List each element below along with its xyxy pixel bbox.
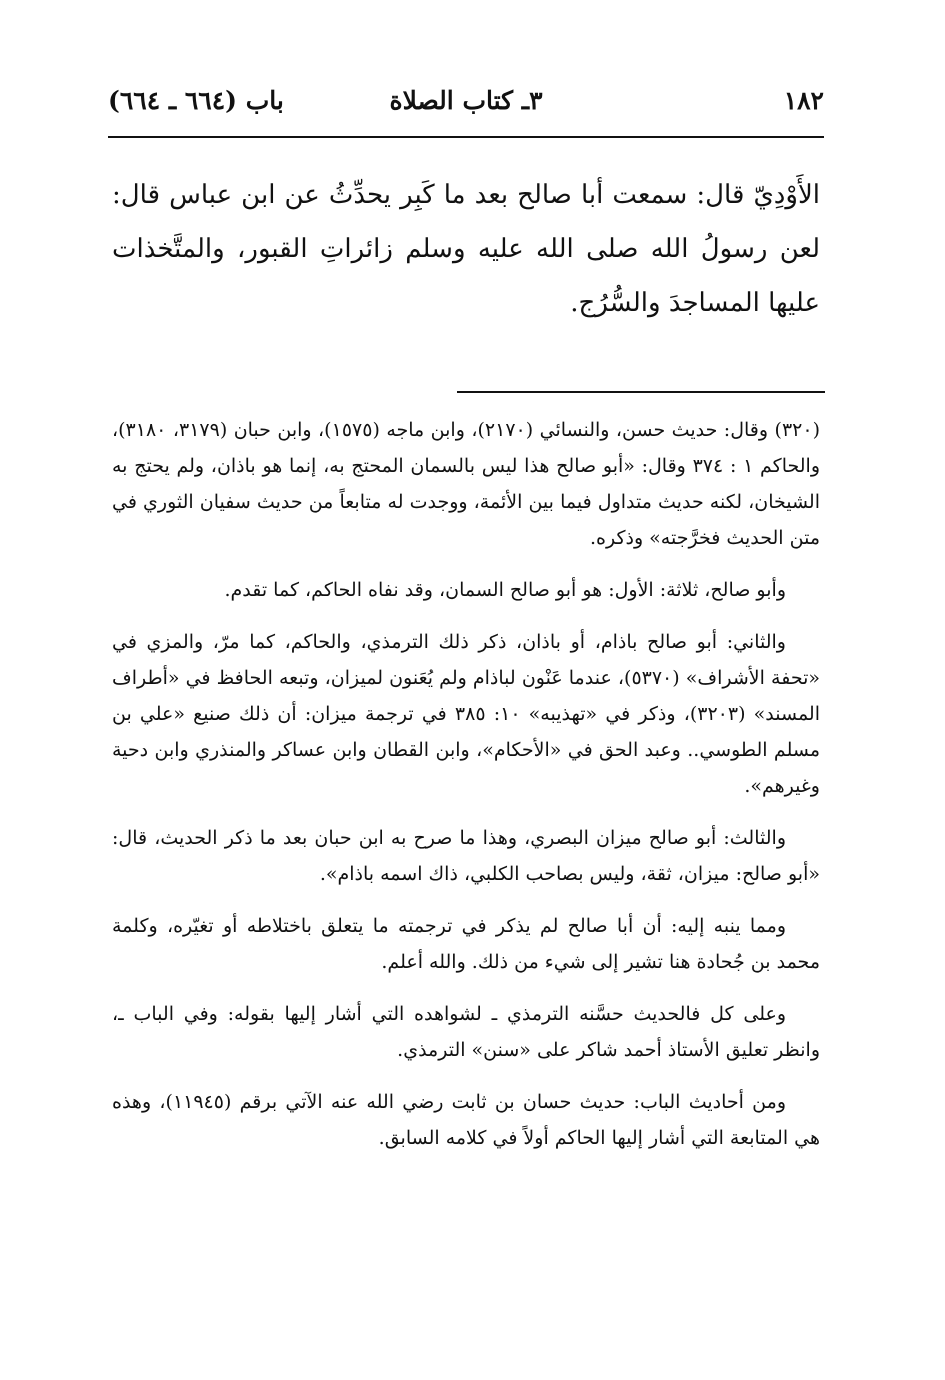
footnote-paragraph: (٣٢٠) وقال: حديث حسن، والنسائي (٢١٧٠)، وابن ماجه (١٥٧٥)، وابن حبان (٣١٧٩، ٣١٨٠)، والحاكم ١ : ٣٧٤ وقال: «أبو صالح هذا ليس بالسمان المحتج به، إنما هو باذان، ولم يحتج به الشيخان، لكنه حديث متداول فيما بين الأئمة، ووجدت له متابعاً من حديث سفيان الثوري في متن الحديث فخرَّجته» وذكره. xyxy=(112,419,821,549)
hadith-text: الأَوْدِيّ قال: سمعت أبا صالح بعد ما كَبِر يحدِّثُ عن ابن عباس قال: لعن رسولُ الله صلى الله عليه وسلم زائراتِ القبور، والمتَّخذات عليها المساجدَ والسُّرُج. xyxy=(112,180,820,318)
footnote-paragraph: وأبو صالح، ثلاثة: الأول: هو أبو صالح السمان، وقد نفاه الحاكم، كما تقدم. xyxy=(224,579,786,601)
footnotes xyxy=(112,412,820,1172)
chapter-label: باب (٦٦٤ ـ ٦٦٤) xyxy=(108,86,284,115)
header-divider xyxy=(108,136,824,138)
page-number: ١٨٢ xyxy=(783,86,824,115)
footnote-paragraph: والثاني: أبو صالح باذام، أو باذان، ذكر ذلك الترمذي، والحاكم، كما مرّ، والمزي في «تحفة الأشراف» (٥٣٧٠)، عندما عَنْون لباذام ولم يُعَنون لميزان، وتبعه الحافظ في «أطراف المسند» (٣٢٠٣)، وذكر في «تهذيبه» ١٠: ٣٨٥ في ترجمة ميزان: أن ذلك صنيع «علي بن مسلم الطوسي.. وعبد الحق في «الأحكام»، وابن القطان وابن عساكر والمنذري وابن دحية وغيرهم». xyxy=(112,631,820,797)
footnote-paragraph: ومما ينبه إليه: أن أبا صالح لم يذكر في ترجمته ما يتعلق باختلاطه أو تغيّره، وكلمة محمد بن جُحادة هنا تشير إلى شيء من ذلك. والله أعلم. xyxy=(112,915,820,973)
footnote-paragraph: وعلى كل فالحديث حسَّنه الترمذي ـ لشواهده التي أشار إليها بقوله: وفي الباب ـ، وانظر تعليق الأستاذ أحمد شاكر على «سنن» الترمذي. xyxy=(112,1003,820,1061)
footnote-divider xyxy=(457,391,825,393)
footnote-paragraph: والثالث: أبو صالح ميزان البصري، وهذا ما صرح به ابن حبان بعد ما ذكر الحديث، قال: «أبو صالح: ميزان، ثقة، وليس بصاحب الكلبي، ذاك اسمه باذام». xyxy=(112,827,820,885)
footnote-paragraph: ومن أحاديث الباب: حديث حسان بن ثابت رضي الله عنه الآتي برقم (١١٩٤٥)، وهذه هي المتابعة التي أشار إليها الحاكم أولاً في كلامه السابق. xyxy=(112,1091,820,1149)
page-header xyxy=(108,86,824,126)
book-title: ٣ـ كتاب الصلاة xyxy=(389,86,543,115)
